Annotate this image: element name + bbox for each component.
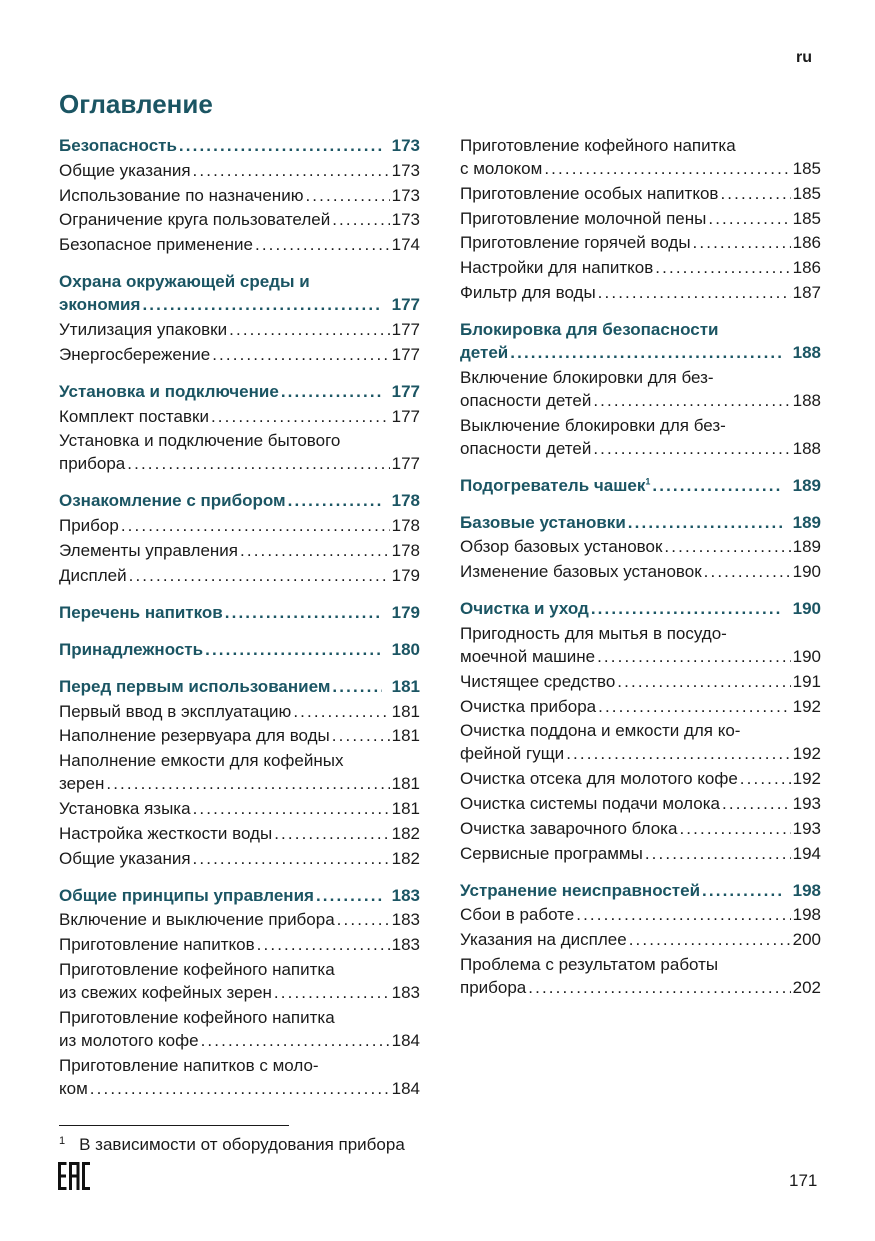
toc-entry[interactable] bbox=[59, 700, 420, 723]
dot-leader bbox=[225, 601, 382, 624]
dot-leader bbox=[598, 281, 791, 304]
toc-page-number: 177 bbox=[391, 319, 420, 339]
toc-entry[interactable] bbox=[59, 1006, 420, 1052]
toc-entry-text: Приготовление кофейного напитка bbox=[59, 1007, 335, 1027]
toc-entry-text: Ограничение круга пользователей bbox=[59, 210, 331, 230]
dot-leader bbox=[205, 638, 382, 661]
toc-entry[interactable] bbox=[59, 159, 420, 182]
toc-entry-text: Базовые установки bbox=[460, 512, 626, 532]
toc-entry[interactable] bbox=[460, 670, 821, 693]
toc-entry[interactable] bbox=[460, 560, 821, 583]
toc-page-number: 177 bbox=[391, 406, 420, 426]
dot-leader bbox=[281, 380, 382, 403]
toc-entry-text: из молотого кофе bbox=[59, 1030, 199, 1050]
toc-entry-text: Первый ввод в эксплуатацию bbox=[59, 701, 292, 721]
toc-entry-text: прибора bbox=[460, 977, 527, 997]
toc-page-number: 181 bbox=[391, 701, 420, 721]
toc-entry[interactable] bbox=[460, 792, 821, 815]
dot-leader bbox=[652, 474, 782, 497]
toc-entry-text: Приготовление горячей воды bbox=[460, 233, 691, 253]
toc-entry-text: моечной машине bbox=[460, 646, 596, 666]
toc-section-heading[interactable] bbox=[460, 511, 821, 534]
eac-mark-icon bbox=[58, 1162, 90, 1190]
toc-page-number: 184 bbox=[391, 1078, 420, 1098]
toc-entry-text: Общие указания bbox=[59, 848, 191, 868]
toc-entry-text: Общие принципы управления bbox=[59, 885, 314, 905]
toc-page-number: 190 bbox=[792, 646, 821, 666]
toc-section bbox=[59, 884, 420, 1100]
toc-page-number: 183 bbox=[391, 935, 420, 955]
toc-entry[interactable] bbox=[460, 842, 821, 865]
toc-page-number: 179 bbox=[391, 602, 420, 622]
toc-page-number: 183 bbox=[391, 982, 420, 1002]
toc-entry[interactable] bbox=[460, 281, 821, 304]
toc-entry-text: Использование по назначению bbox=[59, 185, 304, 205]
dot-leader bbox=[288, 489, 382, 512]
toc-entry-text: Пригодность для мытья в посудо- bbox=[460, 623, 727, 643]
toc-section bbox=[460, 318, 821, 460]
toc-section-heading[interactable] bbox=[59, 884, 420, 907]
dot-leader bbox=[193, 847, 390, 870]
toc-entry[interactable] bbox=[460, 535, 821, 558]
toc-entry-text: Сбои в работе bbox=[460, 905, 575, 925]
toc-page-number: 173 bbox=[391, 185, 420, 205]
toc-page-number: 181 bbox=[391, 676, 420, 696]
toc-entry[interactable] bbox=[460, 719, 821, 765]
toc-entry[interactable] bbox=[59, 318, 420, 341]
dot-leader bbox=[229, 318, 390, 341]
toc-section bbox=[460, 597, 821, 864]
dot-leader bbox=[708, 207, 790, 230]
dot-leader bbox=[316, 884, 382, 907]
toc-entry-text: детей bbox=[460, 342, 509, 362]
toc-entry-text: Ознакомление с прибором bbox=[59, 491, 286, 511]
toc-entry-text: Энергосбережение bbox=[59, 344, 211, 364]
toc-entry[interactable] bbox=[59, 539, 420, 562]
dot-leader bbox=[193, 159, 390, 182]
toc-page-number: 178 bbox=[391, 516, 420, 536]
toc-section bbox=[460, 134, 821, 304]
dot-leader bbox=[679, 817, 790, 840]
dot-leader bbox=[722, 792, 791, 815]
dot-leader bbox=[702, 879, 783, 902]
toc-page-number: 182 bbox=[391, 848, 420, 868]
toc-page-number: 200 bbox=[792, 930, 821, 950]
toc-entry-text: прибора bbox=[59, 454, 126, 474]
toc-entry-text: Установка языка bbox=[59, 798, 191, 818]
toc-entry-text: Безопасное применение bbox=[59, 235, 253, 255]
toc-entry[interactable] bbox=[59, 908, 420, 931]
dot-leader bbox=[693, 231, 791, 254]
toc-entry[interactable] bbox=[460, 207, 821, 230]
dot-leader bbox=[617, 670, 790, 693]
toc-page-number: 177 bbox=[391, 381, 420, 401]
dot-leader bbox=[90, 1077, 390, 1100]
toc-page-number: 173 bbox=[391, 136, 420, 155]
toc-entry-text: Чистящее средство bbox=[460, 671, 616, 691]
dot-leader bbox=[201, 1029, 390, 1052]
toc-entry[interactable] bbox=[59, 933, 420, 956]
toc-page-number: 182 bbox=[391, 823, 420, 843]
toc-page-number: 177 bbox=[391, 344, 420, 364]
dot-leader bbox=[704, 560, 791, 583]
dot-leader bbox=[566, 742, 790, 765]
dot-leader bbox=[332, 675, 381, 698]
toc-entry[interactable] bbox=[460, 622, 821, 668]
toc-entry[interactable] bbox=[460, 231, 821, 254]
toc-entry-text: Приготовление напитков bbox=[59, 935, 255, 955]
dot-leader bbox=[332, 208, 389, 231]
toc-page-number: 184 bbox=[391, 1030, 420, 1050]
toc-section bbox=[59, 675, 420, 870]
toc-entry-text: из свежих кофейных зерен bbox=[59, 982, 272, 1002]
toc-entry-text: Общие указания bbox=[59, 160, 191, 180]
dot-leader bbox=[274, 822, 389, 845]
dot-leader bbox=[664, 535, 790, 558]
toc-page-number: 183 bbox=[391, 910, 420, 930]
dot-leader bbox=[212, 343, 389, 366]
toc-section-heading[interactable] bbox=[460, 597, 821, 620]
dot-leader bbox=[211, 405, 390, 428]
toc-page-number: 198 bbox=[792, 905, 821, 925]
dot-leader bbox=[255, 233, 390, 256]
toc-page-number: 190 bbox=[792, 562, 821, 582]
toc-left-column bbox=[59, 134, 420, 1114]
toc-section bbox=[59, 380, 420, 476]
toc-page-number: 173 bbox=[391, 210, 420, 230]
toc-entry[interactable] bbox=[59, 429, 420, 475]
dot-leader bbox=[598, 695, 791, 718]
toc-page-number: 188 bbox=[792, 342, 821, 362]
toc-entry[interactable] bbox=[59, 405, 420, 428]
toc-entry-text: Очистка прибора bbox=[460, 696, 597, 716]
toc-section bbox=[59, 270, 420, 366]
toc-entry[interactable] bbox=[460, 767, 821, 790]
toc-section-heading[interactable] bbox=[460, 879, 821, 902]
toc-entry-text: Очистка системы подачи молока bbox=[460, 793, 720, 813]
dot-leader bbox=[240, 539, 390, 562]
toc-entry-text: Перед первым использованием bbox=[59, 676, 331, 696]
toc-page-number: 181 bbox=[391, 798, 420, 818]
toc-entry-text: Очистка заварочного блока bbox=[460, 818, 678, 838]
toc-entry-text: опасности детей bbox=[460, 390, 592, 410]
dot-leader bbox=[257, 933, 390, 956]
page-number: 171 bbox=[789, 1171, 818, 1190]
toc-entry[interactable] bbox=[59, 1054, 420, 1100]
toc-page-number: 177 bbox=[391, 454, 420, 474]
toc-section bbox=[460, 879, 821, 999]
dot-leader bbox=[593, 437, 790, 460]
toc-entry-text: Охрана окружающей среды и bbox=[59, 272, 310, 292]
dot-leader bbox=[127, 452, 389, 475]
footnote bbox=[59, 1135, 405, 1155]
dot-leader bbox=[597, 645, 791, 668]
toc-page-number: 173 bbox=[391, 160, 420, 180]
toc-page-number: 194 bbox=[792, 843, 821, 863]
dot-leader bbox=[628, 511, 783, 534]
toc-entry-text: Установка и подключение бытового bbox=[59, 431, 341, 451]
toc-section bbox=[59, 638, 420, 661]
toc-page-number: 198 bbox=[792, 880, 821, 900]
toc-entry[interactable] bbox=[460, 256, 821, 279]
toc-entry-text: Проблема с результатом работы bbox=[460, 954, 719, 974]
toc-entry-text: Обзор базовых установок bbox=[460, 537, 663, 557]
toc-entry[interactable] bbox=[460, 366, 821, 412]
toc-entry[interactable] bbox=[460, 817, 821, 840]
toc-entry[interactable] bbox=[59, 724, 420, 747]
toc-page-number: 188 bbox=[792, 390, 821, 410]
page-title: Оглавление bbox=[59, 89, 213, 119]
toc-page-number: 178 bbox=[391, 491, 420, 511]
toc-section-heading[interactable] bbox=[460, 474, 821, 497]
footnote-mark: 1 bbox=[59, 1135, 66, 1147]
toc-entry-text: Приготовление кофейного напитка bbox=[460, 136, 736, 155]
toc-entry-text: Наполнение емкости для кофейных bbox=[59, 751, 344, 771]
toc-entry-text: Прибор bbox=[59, 516, 119, 536]
toc-entry-text: Очистка отсека для молотого кофе bbox=[460, 769, 738, 789]
toc-entry-text: Комплект поставки bbox=[59, 406, 209, 426]
toc-section-heading[interactable] bbox=[59, 270, 420, 316]
toc-entry-text: Включение и выключение прибора bbox=[59, 910, 335, 930]
toc-entry-text: экономия bbox=[59, 295, 141, 315]
toc-page-number: 185 bbox=[792, 208, 821, 228]
dot-leader bbox=[720, 182, 790, 205]
toc-section bbox=[460, 511, 821, 584]
toc-entry-text: Очистка и уход bbox=[460, 599, 589, 619]
toc-entry[interactable] bbox=[460, 953, 821, 999]
toc-section-heading[interactable] bbox=[59, 638, 420, 661]
toc-section-heading[interactable] bbox=[59, 601, 420, 624]
footnote-reference: 1 bbox=[645, 475, 651, 486]
toc-entry-text: Очистка поддона и емкости для ко- bbox=[460, 721, 741, 741]
toc-entry-text: Утилизация упаковки bbox=[59, 319, 228, 339]
toc-section bbox=[59, 134, 420, 256]
toc-entry-text: Установка и подключение bbox=[59, 381, 279, 401]
toc-entry-text: зерен bbox=[59, 774, 105, 794]
toc-page-number: 185 bbox=[792, 183, 821, 203]
toc-entry[interactable] bbox=[460, 134, 821, 180]
toc-entry-text: Приготовление напитков с моло- bbox=[59, 1055, 319, 1075]
toc-page-number: 192 bbox=[792, 696, 821, 716]
toc-entry[interactable] bbox=[59, 958, 420, 1004]
toc-entry-text: Приготовление кофейного напитка bbox=[59, 959, 335, 979]
dot-leader bbox=[106, 772, 389, 795]
toc-entry-text: фейной гущи bbox=[460, 744, 565, 764]
toc-page-number: 187 bbox=[792, 282, 821, 302]
dot-leader bbox=[121, 514, 390, 537]
dot-leader bbox=[337, 908, 390, 931]
toc-page-number: 189 bbox=[792, 537, 821, 557]
toc-page-number: 177 bbox=[391, 295, 420, 315]
toc-entry-text: ком bbox=[59, 1078, 88, 1098]
toc-entry-text: Элементы управления bbox=[59, 540, 239, 560]
toc-right-column bbox=[460, 134, 821, 1013]
dot-leader bbox=[655, 256, 790, 279]
toc-page-number: 181 bbox=[391, 774, 420, 794]
toc-entry-text: Безопасность bbox=[59, 136, 177, 155]
dot-leader bbox=[332, 724, 390, 747]
toc-page-number: 186 bbox=[792, 233, 821, 253]
toc-entry[interactable] bbox=[59, 514, 420, 537]
toc-entry-text: Настройки для напитков bbox=[460, 258, 654, 278]
toc-entry[interactable] bbox=[59, 184, 420, 207]
toc-section-heading[interactable] bbox=[59, 675, 420, 698]
toc-section-heading[interactable] bbox=[59, 380, 420, 403]
toc-entry-text: Приготовление особых напитков bbox=[460, 183, 719, 203]
language-code: ru bbox=[796, 49, 812, 66]
toc-section-heading[interactable] bbox=[59, 134, 420, 157]
toc-section bbox=[460, 474, 821, 497]
toc-page-number: 190 bbox=[792, 599, 821, 619]
toc-entry[interactable] bbox=[59, 233, 420, 256]
toc-page-number: 178 bbox=[391, 540, 420, 560]
toc-page-number: 180 bbox=[391, 639, 420, 659]
toc-entry-text: Дисплей bbox=[59, 565, 127, 585]
toc-entry-text: Приготовление молочной пены bbox=[460, 208, 707, 228]
toc-entry-text: Выключение блокировки для без- bbox=[460, 415, 726, 435]
toc-entry-text: Указания на дисплее bbox=[460, 930, 627, 950]
dot-leader bbox=[544, 157, 790, 180]
toc-entry[interactable] bbox=[59, 564, 420, 587]
footnote-text: В зависимости от оборудования прибора bbox=[79, 1135, 405, 1154]
dot-leader bbox=[274, 981, 390, 1004]
toc-entry-text: Принадлежность bbox=[59, 639, 204, 659]
toc-page-number: 192 bbox=[792, 744, 821, 764]
toc-entry-text: с молоком bbox=[460, 159, 543, 178]
toc-page-number: 192 bbox=[792, 769, 821, 789]
toc-entry-text: Сервисные программы bbox=[460, 843, 643, 863]
toc-section bbox=[59, 601, 420, 624]
dot-leader bbox=[740, 767, 791, 790]
toc-page-number: 193 bbox=[792, 818, 821, 838]
toc-page-number: 179 bbox=[391, 565, 420, 585]
toc-entry[interactable] bbox=[59, 847, 420, 870]
dot-leader bbox=[142, 293, 381, 316]
dot-leader bbox=[629, 928, 791, 951]
toc-entry[interactable] bbox=[59, 343, 420, 366]
dot-leader bbox=[129, 564, 390, 587]
toc-page-number: 193 bbox=[792, 793, 821, 813]
toc-page-number: 188 bbox=[792, 438, 821, 458]
dot-leader bbox=[593, 389, 790, 412]
toc-page-number: 189 bbox=[792, 475, 821, 495]
toc-entry-text: Изменение базовых установок bbox=[460, 562, 702, 582]
footnote-divider bbox=[59, 1125, 289, 1126]
toc-entry-text: Блокировка для безопасности bbox=[460, 319, 719, 339]
toc-entry[interactable] bbox=[460, 182, 821, 205]
toc-entry-text: Включение блокировки для без- bbox=[460, 367, 714, 387]
toc-section-heading[interactable] bbox=[460, 318, 821, 364]
toc-page-number: 183 bbox=[391, 885, 420, 905]
toc-page-number: 181 bbox=[391, 726, 420, 746]
toc-entry[interactable] bbox=[460, 414, 821, 460]
dot-leader bbox=[193, 797, 390, 820]
toc-entry-text: Перечень напитков bbox=[59, 602, 223, 622]
toc-entry-text: Настройка жесткости воды bbox=[59, 823, 273, 843]
toc-entry-text: Фильтр для воды bbox=[460, 282, 596, 302]
toc-entry[interactable] bbox=[460, 903, 821, 926]
toc-page-number: 202 bbox=[792, 977, 821, 997]
toc-section-heading[interactable] bbox=[59, 489, 420, 512]
dot-leader bbox=[293, 700, 389, 723]
toc-page-number: 191 bbox=[792, 671, 821, 691]
toc-entry-text: опасности детей bbox=[460, 438, 592, 458]
toc-entry[interactable] bbox=[460, 695, 821, 718]
dot-leader bbox=[645, 842, 791, 865]
toc-entry-text: Наполнение резервуара для воды bbox=[59, 726, 330, 746]
toc-entry-text: Устранение неисправностей bbox=[460, 880, 701, 900]
toc-page-number: 186 bbox=[792, 258, 821, 278]
toc-entry[interactable] bbox=[59, 822, 420, 845]
toc-entry-text: Подогреватель чашек bbox=[460, 475, 646, 495]
dot-leader bbox=[305, 184, 389, 207]
toc-page-number: 185 bbox=[792, 159, 821, 178]
dot-leader bbox=[528, 976, 790, 999]
toc-entry[interactable] bbox=[59, 797, 420, 820]
toc-page-number: 174 bbox=[391, 235, 420, 255]
dot-leader bbox=[576, 903, 790, 926]
dot-leader bbox=[510, 341, 782, 364]
dot-leader bbox=[179, 134, 382, 157]
toc-entry[interactable] bbox=[460, 928, 821, 951]
toc-section bbox=[59, 489, 420, 586]
toc-entry[interactable] bbox=[59, 749, 420, 795]
toc-page-number: 189 bbox=[792, 512, 821, 532]
toc-entry[interactable] bbox=[59, 208, 420, 231]
dot-leader bbox=[591, 597, 783, 620]
